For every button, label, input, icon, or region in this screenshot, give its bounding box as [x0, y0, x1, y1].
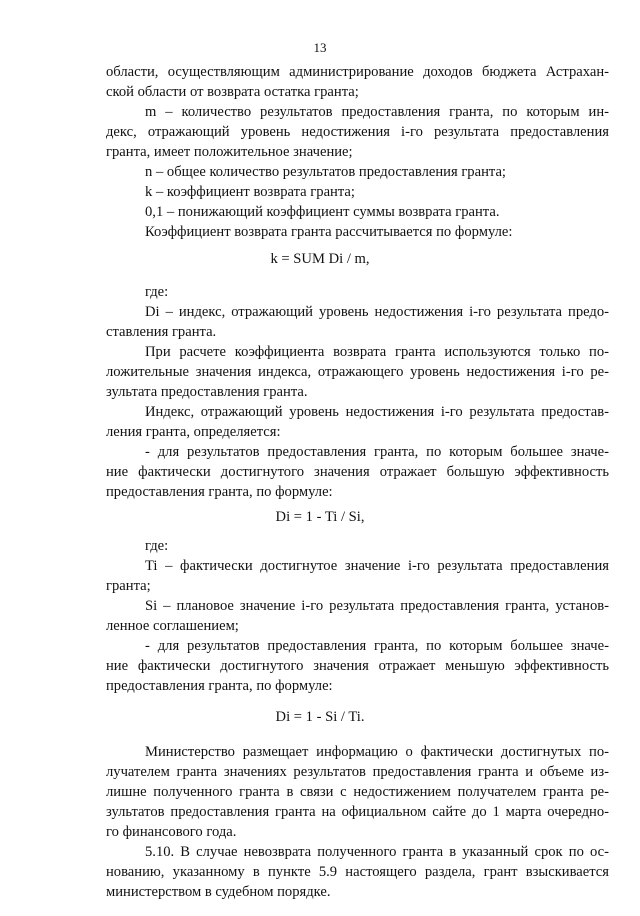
text-line: Коэффициент возврата гранта рассчитывается по формуле:	[145, 224, 513, 240]
text-line: го финансового года.	[106, 824, 237, 840]
text-line: - для результатов предоставления гранта, по которым большее значе-	[145, 444, 609, 460]
text-line: ления гранта, определяется:	[106, 424, 281, 440]
text-line: m – количество результатов предоставления гранта, по которым ин-	[145, 104, 609, 120]
formula: Di = 1 - Si / Ti.	[275, 709, 365, 725]
text-line: гранта, имеет положительное значение;	[106, 144, 353, 160]
text-line: ние фактически достигнутого значения отражает меньшую эффективность	[106, 658, 609, 674]
page-number: 13	[313, 40, 327, 55]
text-line: Di – индекс, отражающий уровень недостижения i-го результата предо-	[145, 304, 609, 320]
text-line: зультатов предоставления гранта на официальном сайте до 1 марта очередно-	[106, 804, 609, 820]
text-line: ложительные значения индекса, отражающего уровень недостижения i-го ре-	[106, 364, 609, 380]
text-line: - для результатов предоставления гранта, по которым большее значе-	[145, 638, 609, 654]
text-line: Индекс, отражающий уровень недостижения i-го результата предостав-	[145, 404, 609, 420]
text-line: ленное соглашением;	[106, 618, 239, 634]
text-line: Si – плановое значение i-го результата предоставления гранта, установ-	[145, 598, 609, 614]
text-line: 0,1 – понижающий коэффициент суммы возврата гранта.	[145, 204, 500, 220]
formula: Di = 1 - Ti / Si,	[275, 509, 365, 525]
text-line: При расчете коэффициента возврата гранта используются только по-	[145, 344, 609, 360]
text-line: декс, отражающий уровень недостижения i-го результата предоставления	[106, 124, 609, 140]
text-line: где:	[145, 538, 169, 554]
formula: k = SUM Di / m,	[270, 251, 370, 267]
text-line: Министерство размещает информацию о фактически достигнутых по-	[145, 744, 609, 760]
text-line: лишне полученного гранта в связи с недостижением получателем гранта ре-	[106, 784, 609, 800]
text-line: гранта;	[106, 578, 151, 594]
text-line: ставления гранта.	[106, 324, 217, 340]
text-line: n – общее количество результатов предоставления гранта;	[145, 164, 506, 180]
text-line: предоставления гранта, по формуле:	[106, 678, 333, 694]
text-line: Ti – фактически достигнутое значение i-го результата предоставления	[145, 558, 609, 574]
text-line: 5.10. В случае невозврата полученного гранта в указанный срок по ос-	[145, 844, 609, 860]
text-line: где:	[145, 284, 169, 300]
text-line: нованию, указанному в пункте 5.9 настоящего раздела, грант взыскивается	[106, 864, 609, 880]
text-line: зультата предоставления гранта.	[106, 384, 308, 400]
text-line: предоставления гранта, по формуле:	[106, 484, 333, 500]
text-line: области, осуществляющим администрирование доходов бюджета Астрахан-	[106, 64, 609, 80]
text-line: ние фактически достигнутого значения отражает большую эффективность	[106, 464, 609, 480]
text-line: лучателем гранта значениях результатов предоставления гранта и объеме из-	[106, 764, 609, 780]
text-line: министерством в судебном порядке.	[106, 884, 331, 900]
text-line: ской области от возврата остатка гранта;	[106, 84, 359, 100]
text-line: k – коэффициент возврата гранта;	[145, 184, 355, 200]
